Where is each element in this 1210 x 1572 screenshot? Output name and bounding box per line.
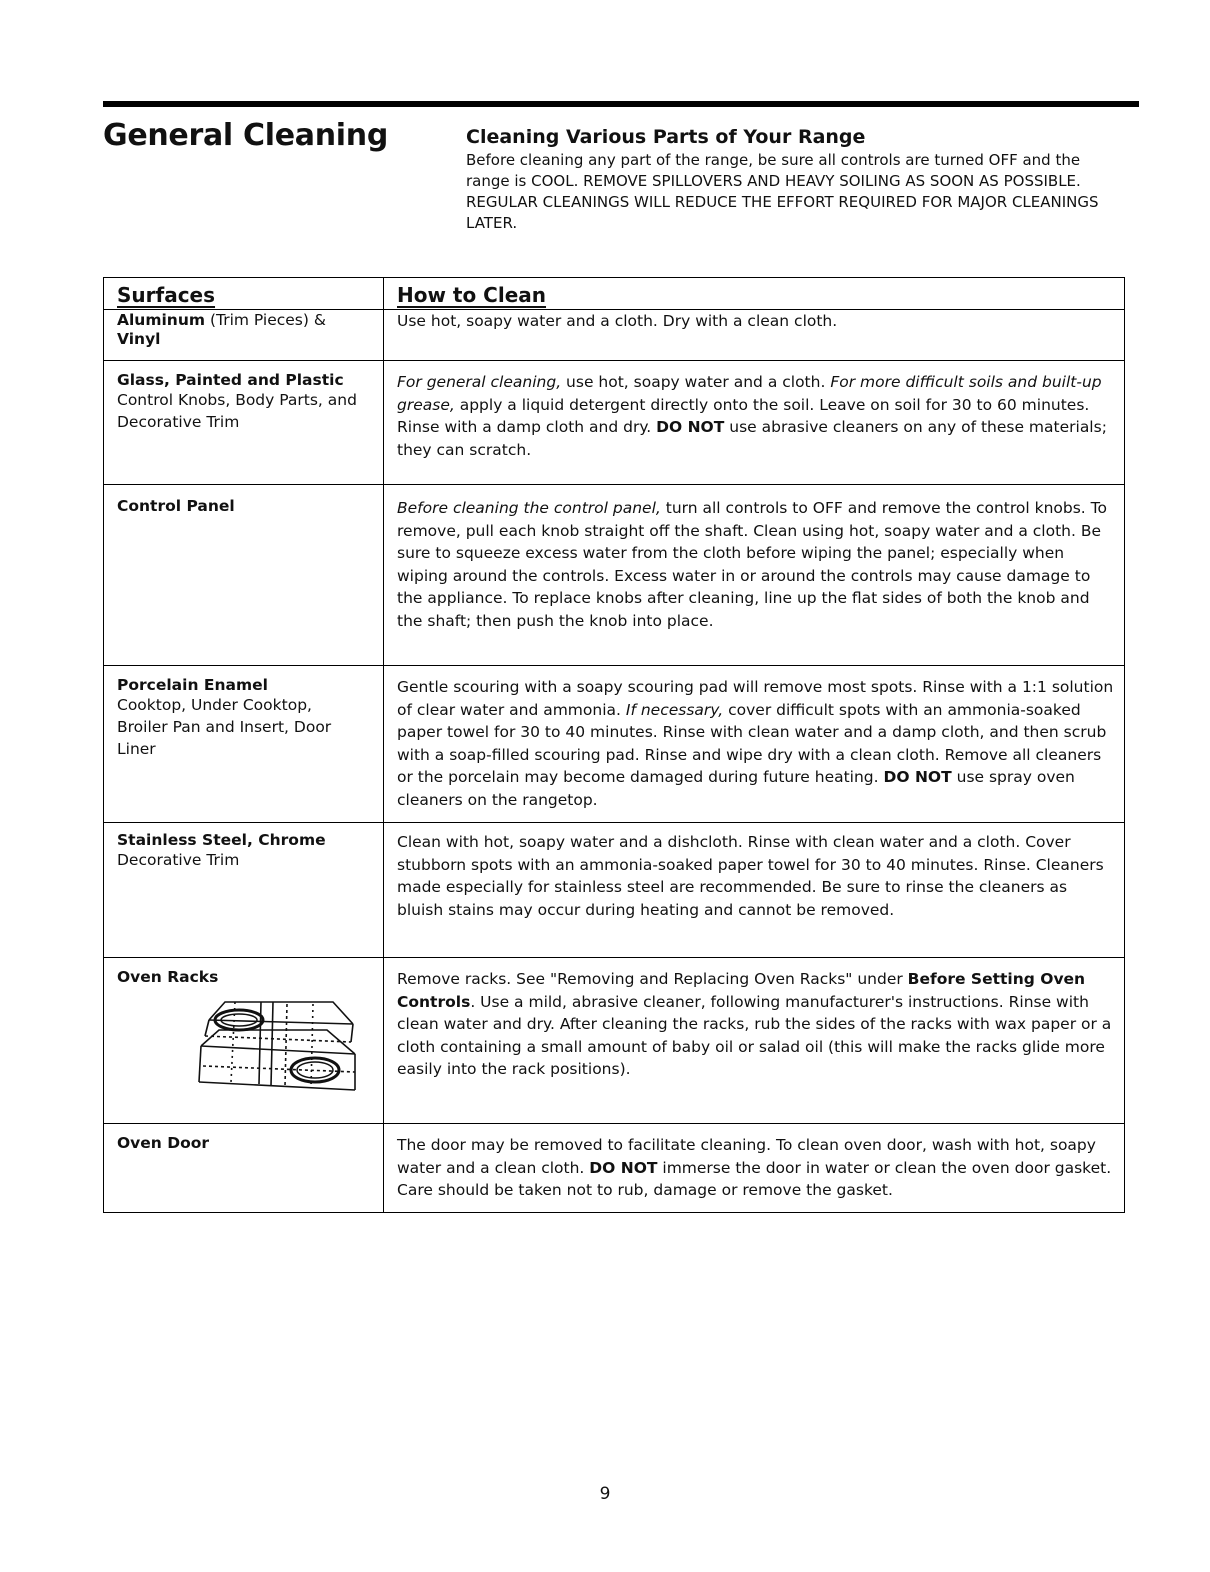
surface-cell [104,958,384,1124]
surface-name: Stainless Steel, Chrome [117,831,326,849]
how-to-clean-cell [384,310,1125,361]
how-to-clean-cell [384,666,1125,823]
how-to-clean-text: Clean with hot, soapy water and a dishcloth. Rinse with clean water and a cloth. Cover stubborn spots with an ammonia-soaked paper towel for 30 to 40 minutes. Rinse. Cleaners made especially for stainless steel are recommended. Be sure to rinse the cleaners as bluish stains may occur during heating and cannot be removed. [397,833,1104,919]
table-row [104,823,1125,958]
how-to-clean-cell [384,485,1125,666]
header-how-to-clean: How to Clean [384,278,1125,310]
table-row [104,666,1125,823]
intro-section [466,126,1116,234]
page-number: 9 [599,1484,611,1504]
how-to-clean-text: For general cleaning, use hot, soapy water and a cloth. For more difficult soils and built-up grease, apply a liquid detergent directly onto the soil. Leave on soil for 30 to 60 minutes. Rinse with a damp cloth and dry. DO NOT use abrasive cleaners on any of these materials; they can scratch. [397,373,1107,459]
how-to-clean-text: Remove racks. See "Removing and Replacing Oven Racks" under Before Setting Oven Controls. Use a mild, abrasive cleaner, following manufacturer's instructions. Rinse with clean water and dry. After cleaning the racks, rub the sides of the racks with wax paper or a cloth containing a small amount of baby oil or salad oil (this will make the racks glide more easily into the rack positions). [397,970,1112,1078]
surface-cell [104,823,384,958]
surface-name: Porcelain Enamel [117,676,268,694]
page-title: General Cleaning [103,118,389,153]
intro-heading: Cleaning Various Parts of Your Range [466,126,866,148]
surface-name: Control Panel [117,497,235,515]
surface-cell [104,666,384,823]
surface-name: Oven Racks [117,968,219,986]
cleaning-table [103,277,1125,1213]
how-to-clean-text: Before cleaning the control panel, turn all controls to OFF and remove the control knobs. To remove, pull each knob straight off the shaft. Clean using hot, soapy water and a cloth. Be sure to squeeze excess water from the cloth before wiping the panel; especially when wiping around the controls. Excess water in or around the controls may cause damage to the appliance. To replace knobs after cleaning, line up the flat sides of both the knob and the shaft; then push the knob into place. [397,499,1107,630]
how-to-clean-text: Use hot, soapy water and a cloth. Dry with a clean cloth. [397,312,838,330]
table-row [104,310,1125,361]
surface-name: Oven Door [117,1134,210,1152]
surface-cell [104,485,384,666]
table-row [104,1124,1125,1213]
surface-name-2: Vinyl [117,330,161,348]
table-row [104,958,1125,1124]
how-to-clean-cell [384,1124,1125,1213]
header-surfaces: Surfaces [104,278,384,310]
surface-subtitle: Decorative Trim [117,851,240,869]
oven-racks-illustration [195,996,365,1092]
table-row [104,485,1125,666]
surface-subtitle: Cooktop, Under Cooktop, Broiler Pan and Insert, Door Liner [117,696,332,758]
surface-note: (Trim Pieces) & [205,311,326,329]
table-header-row [104,278,1125,310]
how-to-clean-text: Gentle scouring with a soapy scouring pad will remove most spots. Rinse with a 1:1 solution of clear water and ammonia. If necessary, cover difficult spots with an ammonia-soaked paper towel for 30 to 40 minutes. Rinse with clean water and a damp cloth, and then scrub with a soap-filled scouring pad. Rinse and wipe dry with a clean cloth. Remove all cleaners or the porcelain may become damaged during future heating. DO NOT use spray oven cleaners on the rangetop. [397,678,1114,809]
how-to-clean-text: The door may be removed to facilitate cleaning. To clean oven door, wash with hot, soapy water and a clean cloth. DO NOT immerse the door in water or clean the oven door gasket. Care should be taken not to rub, damage or remove the gasket. [397,1136,1112,1199]
top-rule [103,101,1139,107]
surface-name: Aluminum [117,311,206,329]
how-to-clean-cell [384,823,1125,958]
table-row [104,361,1125,485]
intro-text: Before cleaning any part of the range, be sure all controls are turned OFF and the range is COOL. REMOVE SPILLOVERS AND HEAVY SOILING AS SOON AS POSSIBLE. REGULAR CLEANINGS WILL REDUCE THE EFFORT REQUIRED FOR MAJOR CLEANINGS LATER. [466,151,1099,232]
how-to-clean-cell [384,361,1125,485]
surface-cell [104,1124,384,1213]
surface-name: Glass, Painted and Plastic [117,371,344,389]
surface-cell [104,361,384,485]
surface-cell [104,310,384,361]
surface-subtitle: Control Knobs, Body Parts, and Decorative Trim [117,391,357,431]
how-to-clean-cell [384,958,1125,1124]
